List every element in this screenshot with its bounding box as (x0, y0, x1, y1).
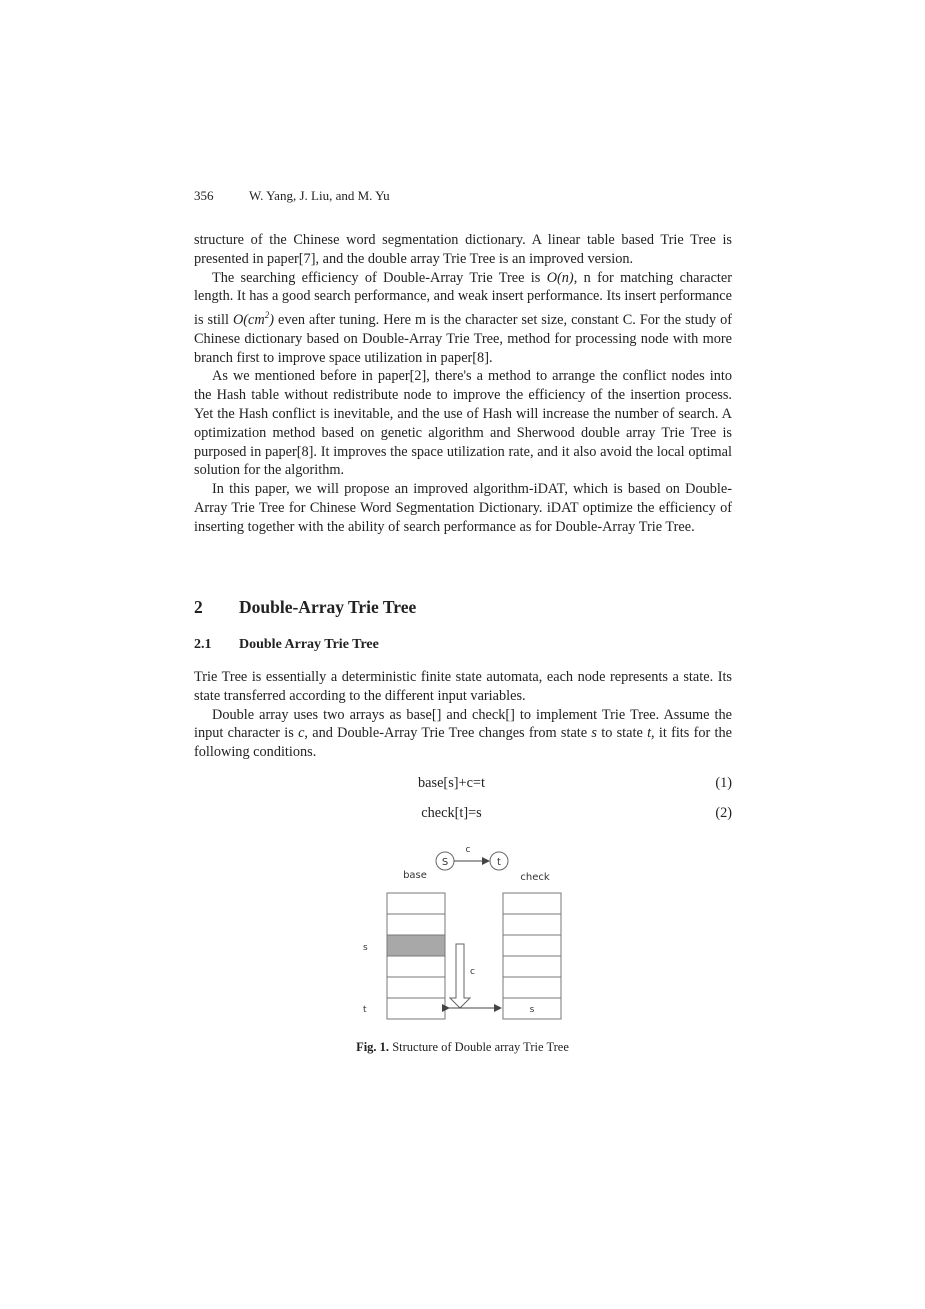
section-heading: 2 Double-Array Trie Tree (194, 597, 417, 617)
paragraph: structure of the Chinese word segmentation dictionary. A linear table based Trie Tree is presented in paper[7], and the double array Trie Tree is an improved version. (194, 232, 732, 267)
node-t-label: t (497, 857, 501, 868)
row-label-t: t (363, 1005, 367, 1015)
paragraph: In this paper, we will propose an improved algorithm-iDAT, which is based on Double-Array Trie Tree for Chinese Word Segmentation Dictionary. iDAT optimize the efficiency of inserting together with the ability of search performance as for Double-Array Trie Tree. (194, 481, 732, 535)
base-cell (387, 893, 445, 914)
running-header (194, 188, 390, 204)
base-cell (387, 998, 445, 1019)
base-cell (387, 956, 445, 977)
row-label-s: s (363, 943, 368, 953)
equation-2: check[t]=s (2) (421, 805, 732, 821)
base-cell (387, 914, 445, 935)
base-cell (387, 977, 445, 998)
page-number: 356 (194, 188, 214, 203)
base-array-label: base (403, 870, 427, 881)
figure-caption: Fig. 1. Structure of Double array Trie Tree (356, 1040, 569, 1054)
paragraph: The searching efficiency of Double-Array Trie Tree is O(n), n for matching character length. It has a good search performance, and weak insert performance. Its insert performance is still $O(cm^2)$ even after tuning. Here m is the character set size, constant C. For the study of Chinese dictionary based on Double-Array Trie Tree, method for processing node with more branch first to improve space utilization in paper[8]. (194, 269, 732, 366)
node-s-label: S (441, 857, 449, 868)
paragraph: Trie Tree is essentially a deterministic finite state automata, each node represents a state. Its state transferred according to the different input variables. (194, 669, 732, 704)
paragraph: Double array uses two arrays as base[] and check[] to implement Trie Tree. Assume the input character is c, and Double-Array Trie Tree changes from state s to state t, it fits for the following conditions. (194, 706, 732, 761)
intro-text (194, 231, 732, 537)
check-cell (503, 956, 561, 977)
double-array-figure (355, 840, 575, 1025)
paragraph: As we mentioned before in paper[2], there's a method to arrange the conflict nodes into the Hash table without redistribute node to improve the efficiency of the insertion process. Yet the Hash conflict is inevitable, and the use of Hash will increase the number of search. A optimization method based on genetic algorithm and Sherwood double array Trie Tree is purposed in paper[8]. It improves the space utilization rate, and it also avoid the local optimal solution for the algorithm. (194, 368, 732, 479)
offset-arrow (450, 944, 470, 1008)
section-text (194, 668, 732, 762)
check-cell (503, 977, 561, 998)
equation-1: base[s]+c=t (1) (418, 775, 732, 791)
base-cell-s-highlight (387, 935, 445, 956)
check-array (503, 893, 561, 1019)
check-cell (503, 935, 561, 956)
edge-label: c (465, 845, 471, 855)
subsection-heading: 2.1 Double Array Trie Tree (194, 637, 379, 652)
check-cell (503, 893, 561, 914)
offset-arrow-label: c (470, 967, 475, 977)
check-array-label: check (520, 872, 550, 883)
authors: W. Yang, J. Liu, and M. Yu (249, 188, 390, 203)
base-array (387, 893, 445, 1019)
check-cell-value: s (529, 1005, 535, 1015)
check-cell (503, 914, 561, 935)
